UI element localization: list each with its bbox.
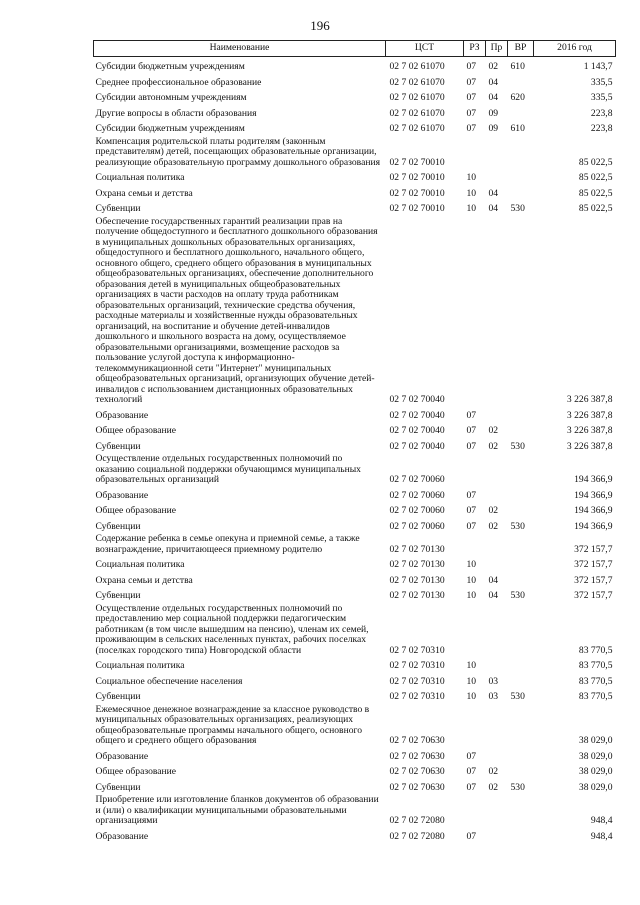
table-row — [94, 656, 616, 672]
row-pr — [486, 532, 508, 555]
row-vr — [508, 184, 534, 200]
row-pr — [486, 452, 508, 486]
row-amount: 3 226 387,8 — [566, 440, 613, 452]
row-name: Осуществление отдельных государственных полномочий по оказанию социальной поддержки обучающимся муниципальных образовательных организаций — [95, 453, 361, 485]
row-name: Другие вопросы в области образования — [95, 107, 257, 119]
row-vr — [508, 104, 534, 120]
row-amount: 335,5 — [590, 76, 613, 88]
row-pr — [486, 486, 508, 502]
row-name: Социальная политика — [95, 172, 185, 183]
row-rz: 07 — [466, 520, 477, 532]
row-pr: 04 — [488, 574, 499, 586]
row-pr — [486, 406, 508, 422]
table-header-row — [94, 41, 616, 57]
row-name: Субвенции — [95, 590, 141, 601]
row-cst: 02 7 02 70310 — [389, 644, 445, 656]
table-row — [94, 73, 616, 89]
row-rz: 07 — [466, 750, 477, 762]
row-cst: 02 7 02 72080 — [389, 830, 445, 842]
row-rz: 07 — [466, 425, 477, 436]
row-rz: 07 — [466, 107, 477, 119]
row-vr: 530 — [510, 203, 525, 214]
row-cst: 02 7 02 61070 — [389, 107, 445, 119]
table-row — [94, 486, 616, 502]
table-row — [94, 517, 616, 533]
row-name: Охрана семьи и детства — [95, 187, 193, 199]
table-row — [94, 571, 616, 587]
row-pr: 02 — [488, 440, 499, 452]
row-amount: 3 226 387,8 — [566, 394, 613, 405]
table-row — [94, 703, 616, 747]
row-rz: 10 — [466, 187, 477, 199]
row-amount: 38 029,0 — [578, 766, 613, 777]
row-cst: 02 7 02 70630 — [389, 750, 445, 762]
table-row — [94, 827, 616, 843]
table-row — [94, 555, 616, 571]
row-rz: 07 — [466, 409, 477, 421]
row-cst: 02 7 02 70130 — [389, 574, 445, 586]
row-rz: 07 — [466, 781, 477, 793]
row-amount: 194 366,9 — [574, 520, 613, 532]
row-rz: 07 — [466, 61, 477, 72]
row-vr — [508, 571, 534, 587]
row-amount: 83 770,5 — [578, 660, 613, 671]
row-cst: 02 7 02 70010 — [389, 156, 445, 168]
row-amount: 83 770,5 — [578, 691, 613, 702]
row-vr: 610 — [510, 61, 525, 72]
row-cst: 02 7 02 70060 — [389, 520, 445, 532]
row-amount: 83 770,5 — [578, 675, 613, 687]
row-rz — [464, 135, 486, 169]
row-pr: 04 — [488, 92, 499, 103]
table-row — [94, 119, 616, 135]
row-amount: 85 022,5 — [578, 156, 613, 168]
row-name: Субсидии автономным учреждениям — [95, 92, 247, 103]
header-cst: ЦСТ — [386, 41, 464, 57]
row-name: Субвенции — [95, 440, 141, 452]
row-name: Социальная политика — [95, 660, 185, 671]
row-amount: 223,8 — [590, 123, 613, 134]
row-rz: 10 — [466, 574, 477, 586]
row-rz: 07 — [466, 76, 477, 88]
row-pr: 02 — [488, 505, 499, 516]
row-vr — [508, 452, 534, 486]
row-pr — [486, 747, 508, 763]
row-name: Обеспечение государственных гарантий реализации прав на получение общедоступного и бесплатного дошкольного образования в муниципальных дошкольных образовательных организациях, общедоступного и бесплатного дошкольного, начального общего, основного общего, среднего общего образования в муниципальных общеобразовательных организациях, обеспечение дополнительного образования детей в муниципальных общеобразовательных организациях в части расходов на оплату труда работникам образовательных организаций, технические средства обучения, расходные материалы и хозяйственные нужды образовательных организаций, на воспитание и обучение детей-инвалидов дошкольного и школьного возраста на дому, осуществляемое образовательными организациями, возмещение расходов за пользование услугой доступа к информационно-телекоммуникационной сети "Интернет" муниципальных общеобразовательных организаций, организующих обучение детей-инвалидов с использованием дистанционных образовательных технологий — [95, 215, 378, 405]
row-amount: 372 157,7 — [574, 543, 613, 555]
row-pr — [486, 215, 508, 406]
table-row — [94, 421, 616, 437]
table-row — [94, 57, 616, 73]
page-number: 196 — [310, 18, 330, 33]
row-name: Компенсация родительской платы родителям (законным представителям) детей, посещающих образовательные организации, реализующие образовательную программу дошкольного образования — [95, 135, 381, 168]
table-row — [94, 437, 616, 453]
row-cst: 02 7 02 70630 — [389, 766, 445, 777]
row-rz: 10 — [466, 691, 477, 702]
row-name: Образование — [95, 750, 149, 762]
row-pr: 02 — [488, 425, 499, 436]
row-vr — [508, 486, 534, 502]
row-vr: 530 — [510, 781, 525, 793]
row-cst: 02 7 02 70040 — [389, 425, 445, 436]
row-rz: 07 — [466, 766, 477, 777]
header-year: 2016 год — [534, 41, 616, 57]
row-name: Общее образование — [95, 766, 177, 777]
row-rz: 10 — [466, 172, 477, 183]
table-row — [94, 406, 616, 422]
row-vr — [508, 421, 534, 437]
row-cst: 02 7 02 70630 — [389, 781, 445, 793]
row-pr: 03 — [488, 691, 499, 702]
row-vr — [508, 555, 534, 571]
row-rz — [464, 793, 486, 827]
row-name: Осуществление отдельных государственных полномочий по предоставлению мер социальной поддержки педагогическим работникам (в том числе вышедшим на пенсию), членам их семей, проживающим в сельских населенных пунктах, рабочих поселках (поселках городского типа) Новгородской области — [95, 602, 369, 656]
row-name: Субвенции — [95, 781, 141, 793]
row-vr: 530 — [510, 691, 525, 702]
header-pr: Пр — [486, 41, 508, 57]
row-amount: 1 143,7 — [583, 61, 613, 72]
row-cst: 02 7 02 70310 — [389, 660, 445, 671]
row-vr — [508, 672, 534, 688]
row-amount: 335,5 — [590, 92, 613, 103]
row-rz — [464, 703, 486, 747]
table-row — [94, 762, 616, 778]
row-cst: 02 7 02 72080 — [389, 815, 445, 826]
row-pr: 04 — [488, 76, 499, 88]
row-name: Охрана семьи и детства — [95, 574, 193, 586]
row-cst: 02 7 02 70010 — [389, 172, 445, 183]
row-amount: 38 029,0 — [578, 735, 613, 746]
table-row — [94, 672, 616, 688]
row-amount: 83 770,5 — [578, 644, 613, 656]
row-name: Ежемесячное денежное вознаграждение за классное руководство в муниципальных образовательных организациях, реализующих общеобразовательные программы начального общего, основного общего и среднего общего образования — [95, 703, 370, 746]
row-name: Субвенции — [95, 520, 141, 532]
row-vr — [508, 406, 534, 422]
row-pr: 03 — [488, 675, 499, 687]
row-vr — [508, 827, 534, 843]
row-rz: 07 — [466, 489, 477, 501]
row-name: Образование — [95, 409, 149, 421]
row-name: Содержание ребенка в семье опекуна и приемной семье, а также вознаграждение, причитающееся приемному родителю — [95, 533, 360, 555]
row-vr — [508, 73, 534, 89]
row-rz: 10 — [466, 559, 477, 570]
row-cst: 02 7 02 61070 — [389, 61, 445, 72]
table-row — [94, 168, 616, 184]
row-vr — [508, 656, 534, 672]
row-amount: 3 226 387,8 — [566, 409, 613, 421]
row-pr: 02 — [488, 61, 499, 72]
header-name: Наименование — [94, 41, 386, 57]
row-pr — [486, 827, 508, 843]
row-vr — [508, 501, 534, 517]
row-pr — [486, 703, 508, 747]
row-amount: 38 029,0 — [578, 781, 613, 793]
row-cst: 02 7 02 70010 — [389, 187, 445, 199]
row-name: Среднее профессиональное образование — [95, 76, 262, 88]
row-vr — [508, 168, 534, 184]
row-vr — [508, 793, 534, 827]
row-name: Субсидии бюджетным учреждениям — [95, 123, 245, 134]
table-row — [94, 747, 616, 763]
row-name: Субвенции — [95, 691, 141, 702]
row-rz: 07 — [466, 830, 477, 842]
row-name: Образование — [95, 830, 149, 842]
row-pr — [486, 555, 508, 571]
row-amount: 85 022,5 — [578, 203, 613, 214]
row-cst: 02 7 02 70040 — [389, 409, 445, 421]
table-row — [94, 215, 616, 406]
table-row — [94, 135, 616, 169]
row-rz: 07 — [466, 92, 477, 103]
row-cst: 02 7 02 61070 — [389, 76, 445, 88]
row-amount: 3 226 387,8 — [566, 425, 613, 436]
row-cst: 02 7 02 70060 — [389, 489, 445, 501]
row-vr — [508, 532, 534, 555]
row-cst: 02 7 02 70130 — [389, 559, 445, 570]
row-pr — [486, 168, 508, 184]
row-rz: 10 — [466, 590, 477, 601]
row-cst: 02 7 02 70060 — [389, 505, 445, 516]
row-name: Социальное обеспечение населения — [95, 675, 243, 687]
row-amount: 948,4 — [590, 815, 613, 826]
table-row — [94, 532, 616, 555]
row-cst: 02 7 02 70010 — [389, 203, 445, 214]
header-vr: ВР — [508, 41, 534, 57]
row-name: Социальная политика — [95, 559, 185, 570]
row-pr: 04 — [488, 187, 499, 199]
row-vr — [508, 602, 534, 657]
row-amount: 38 029,0 — [578, 750, 613, 762]
row-rz: 10 — [466, 675, 477, 687]
row-cst: 02 7 02 70130 — [389, 590, 445, 601]
table-row — [94, 501, 616, 517]
row-amount: 85 022,5 — [578, 172, 613, 183]
budget-table — [93, 40, 616, 842]
row-pr — [486, 135, 508, 169]
row-amount: 372 157,7 — [574, 559, 613, 570]
row-vr — [508, 762, 534, 778]
table-row — [94, 104, 616, 120]
row-cst: 02 7 02 70130 — [389, 543, 445, 555]
row-vr: 530 — [510, 590, 525, 601]
row-rz — [464, 215, 486, 406]
row-amount: 85 022,5 — [578, 187, 613, 199]
row-rz — [464, 452, 486, 486]
table-row — [94, 793, 616, 827]
row-name: Общее образование — [95, 425, 177, 436]
row-cst: 02 7 02 70060 — [389, 474, 445, 485]
table-row — [94, 452, 616, 486]
row-cst: 02 7 02 61070 — [389, 123, 445, 134]
row-name: Субвенции — [95, 203, 141, 214]
row-vr: 610 — [510, 123, 525, 134]
row-amount: 194 366,9 — [574, 505, 613, 516]
row-amount: 372 157,7 — [574, 590, 613, 601]
table-row — [94, 586, 616, 602]
row-amount: 372 157,7 — [574, 574, 613, 586]
row-rz — [464, 602, 486, 657]
row-pr: 09 — [488, 107, 499, 119]
table-row — [94, 184, 616, 200]
row-amount: 948,4 — [590, 830, 613, 842]
row-pr: 02 — [488, 766, 499, 777]
row-amount: 194 366,9 — [574, 489, 613, 501]
table-row — [94, 602, 616, 657]
row-cst: 02 7 02 70310 — [389, 675, 445, 687]
row-vr: 530 — [510, 520, 525, 532]
row-pr: 04 — [488, 590, 499, 601]
row-pr: 02 — [488, 781, 499, 793]
row-rz: 07 — [466, 440, 477, 452]
row-pr — [486, 793, 508, 827]
row-rz: 07 — [466, 123, 477, 134]
row-vr — [508, 135, 534, 169]
row-pr: 09 — [488, 123, 499, 134]
table-row — [94, 199, 616, 215]
row-vr: 530 — [510, 440, 525, 452]
row-rz: 07 — [466, 505, 477, 516]
row-cst: 02 7 02 70310 — [389, 691, 445, 702]
row-cst: 02 7 02 70040 — [389, 440, 445, 452]
row-vr — [508, 747, 534, 763]
row-name: Субсидии бюджетным учреждениям — [95, 61, 245, 72]
row-amount: 223,8 — [590, 107, 613, 119]
row-amount: 194 366,9 — [574, 474, 613, 485]
row-vr: 620 — [510, 92, 525, 103]
row-name: Общее образование — [95, 505, 177, 516]
header-rz: РЗ — [464, 41, 486, 57]
row-cst: 02 7 02 70630 — [389, 735, 445, 746]
row-pr — [486, 656, 508, 672]
row-pr: 02 — [488, 520, 499, 532]
row-cst: 02 7 02 61070 — [389, 92, 445, 103]
row-rz: 10 — [466, 203, 477, 214]
row-vr — [508, 215, 534, 406]
row-cst: 02 7 02 70040 — [389, 394, 445, 405]
row-vr — [508, 703, 534, 747]
table-row — [94, 687, 616, 703]
row-pr — [486, 602, 508, 657]
table-row — [94, 88, 616, 104]
row-pr: 04 — [488, 203, 499, 214]
row-name: Приобретение или изготовление бланков документов об образовании и (или) о квалификации муниципальными образовательными организациями — [95, 794, 379, 826]
row-rz — [464, 532, 486, 555]
row-name: Образование — [95, 489, 149, 501]
table-row — [94, 778, 616, 794]
row-rz: 10 — [466, 660, 477, 671]
